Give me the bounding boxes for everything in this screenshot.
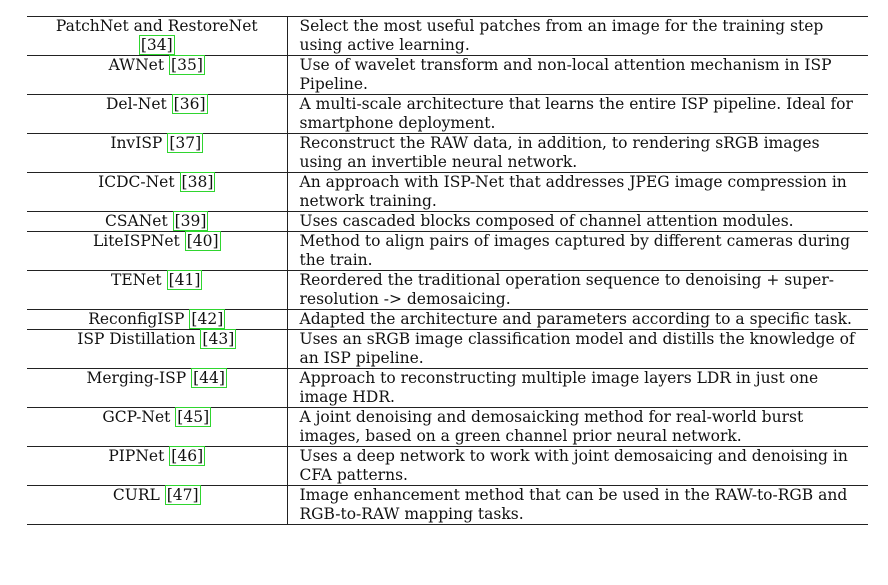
method-name: LiteISPNet [92,232,180,250]
table-row [27,95,868,134]
method-description: Approach to reconstructing multiple image layers LDR in just one image HDR. [299,369,819,406]
table-row [27,486,868,525]
table-row [27,271,868,310]
table-row [27,134,868,173]
table-row [27,447,868,486]
citation-number: 34 [146,36,167,54]
description-cell [287,173,868,212]
method-description: A joint denoising and demosaicking method for real-world burst images, based on a green channel prior neural network. [299,408,804,445]
citation-number: 45 [183,408,204,426]
citation-number: 39 [180,212,201,230]
description-cell [287,408,868,447]
table-row [27,56,868,95]
description-cell [287,134,868,173]
table-row [27,310,868,330]
method-name: CURL [112,486,160,504]
citation-link[interactable]: [44] [193,369,225,387]
citation-number: 37 [175,134,196,152]
citation-number: 40 [192,232,213,250]
citation-link[interactable]: [38] [181,173,214,191]
method-description: Method to align pairs of images captured by different cameras during the train. [299,232,851,269]
description-cell [287,369,868,408]
description-cell [287,56,868,95]
method-cell [27,408,287,447]
citation-link[interactable]: [40] [186,232,219,250]
method-name: TENet [111,271,162,289]
table-row [27,232,868,271]
method-cell [27,17,287,56]
method-name: InvISP [110,134,163,152]
method-name: ReconfigISP [88,310,185,328]
table-row [27,369,868,408]
methods-table [27,16,868,525]
method-cell [27,369,287,408]
citation-number: 47 [172,486,193,504]
citation-link[interactable]: [45] [177,408,210,426]
method-description: Reconstruct the RAW data, in addition, to rendering sRGB images using an invertible neural network. [299,134,820,171]
method-cell [27,310,287,330]
method-cell [27,173,287,212]
citation-number: 41 [174,271,195,289]
citation-link[interactable]: [42] [191,310,224,328]
method-name: Del-Net [105,95,167,113]
method-name: CSANet [105,212,168,230]
citation-number: 43 [208,330,229,348]
citation-number: 36 [179,95,200,113]
citation-number: 42 [197,310,218,328]
method-description: Uses a deep network to work with joint demosaicing and denoising in CFA patterns. [299,447,848,484]
citation-number: 46 [177,447,198,465]
table-row [27,330,868,369]
method-description: An approach with ISP-Net that addresses JPEG image compression in network training. [299,173,847,210]
citation-link[interactable]: [36] [173,95,206,113]
method-name: ISP Distillation [77,330,196,348]
method-description: Uses an sRGB image classification model and distills the knowledge of an ISP pipeline. [299,330,855,367]
table-row [27,212,868,232]
citation-number: 44 [199,369,219,387]
method-description: Uses cascaded blocks composed of channel attention modules. [299,212,794,230]
method-cell [27,134,287,173]
citation-link[interactable]: [46] [171,447,204,465]
method-description: Use of wavelet transform and non-local attention mechanism in ISP Pipeline. [299,56,832,93]
description-cell [287,310,868,330]
table-row [27,408,868,447]
citation-number: 35 [177,56,197,74]
description-cell [287,330,868,369]
citation-link[interactable]: [47] [166,486,199,504]
method-name: PIPNet [108,447,165,465]
method-description: Image enhancement method that can be used in the RAW-to-RGB and RGB-to-RAW mapping tasks. [299,486,848,523]
table-row [27,173,868,212]
method-description: A multi-scale architecture that learns the entire ISP pipeline. Ideal for smartphone deployment. [299,95,853,132]
description-cell [287,447,868,486]
method-cell [27,447,287,486]
method-name: ICDC-Net [98,173,175,191]
method-name: GCP-Net [102,408,171,426]
method-name: PatchNet and RestoreNet [55,17,258,35]
description-cell [287,486,868,525]
description-cell [287,212,868,232]
table-row [27,17,868,56]
method-description: Select the most useful patches from an image for the training step using active learning. [299,17,824,54]
method-description: Reordered the traditional operation sequence to denoising + super-resolution -> demosaicing. [299,271,834,308]
description-cell [287,232,868,271]
method-cell [27,271,287,310]
method-cell [27,212,287,232]
method-cell [27,232,287,271]
citation-link[interactable]: [34] [140,36,173,54]
method-cell [27,56,287,95]
citation-number: 38 [187,173,208,191]
citation-link[interactable]: [39] [174,212,207,230]
method-description: Adapted the architecture and parameters according to a specific task. [299,310,852,328]
method-name: Merging-ISP [86,369,187,387]
description-cell [287,271,868,310]
method-cell [27,95,287,134]
citation-link[interactable]: [41] [168,271,201,289]
method-name: AWNet [108,56,165,74]
citation-link[interactable]: [37] [169,134,202,152]
method-cell [27,486,287,525]
citation-link[interactable]: [43] [202,330,235,348]
method-cell [27,330,287,369]
citation-link[interactable]: [35] [171,56,203,74]
description-cell [287,17,868,56]
methods-table-body [27,17,868,525]
description-cell [287,95,868,134]
